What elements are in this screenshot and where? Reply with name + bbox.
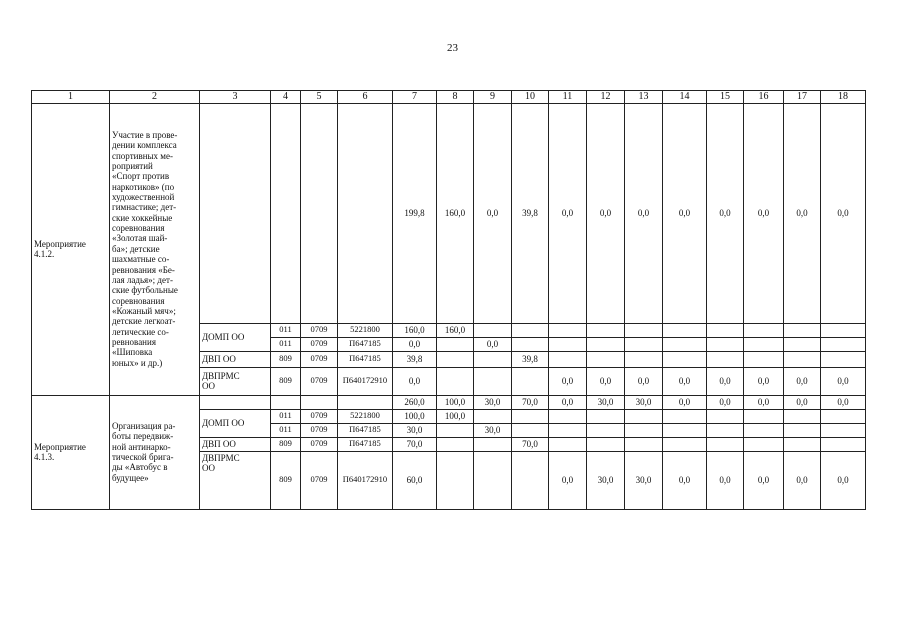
value-cell <box>707 337 744 351</box>
value-cell <box>549 437 587 451</box>
value-cell <box>549 323 587 337</box>
value-cell: 0,0 <box>474 337 512 351</box>
code-cell: 809 <box>271 367 301 395</box>
code-cell <box>271 395 301 409</box>
col-header: 1 <box>32 91 110 104</box>
value-cell <box>744 437 784 451</box>
code-cell: П647185 <box>338 423 393 437</box>
value-cell <box>437 451 474 509</box>
col-header: 14 <box>663 91 707 104</box>
value-cell: 30,0 <box>587 395 625 409</box>
value-cell: 0,0 <box>707 451 744 509</box>
value-cell <box>821 409 866 423</box>
value-cell <box>474 451 512 509</box>
value-cell: 70,0 <box>512 437 549 451</box>
description-cell: Организация ра- боты передвиж- ной антинарко- тической брига- ды «Автобус в будущее» <box>110 395 200 509</box>
value-cell <box>625 323 663 337</box>
value-cell: 39,8 <box>512 103 549 323</box>
col-header: 4 <box>271 91 301 104</box>
value-cell: 0,0 <box>821 395 866 409</box>
table-row <box>32 103 866 323</box>
value-cell <box>663 337 707 351</box>
col-header: 9 <box>474 91 512 104</box>
value-cell <box>587 437 625 451</box>
code-cell: 0709 <box>301 451 338 509</box>
value-cell <box>707 423 744 437</box>
value-cell <box>663 409 707 423</box>
value-cell <box>437 437 474 451</box>
value-cell <box>744 409 784 423</box>
value-cell: 0,0 <box>474 103 512 323</box>
value-cell <box>474 351 512 367</box>
event-cell: Мероприятие 4.1.3. <box>32 395 110 509</box>
value-cell: 0,0 <box>744 367 784 395</box>
value-cell <box>707 323 744 337</box>
value-cell <box>663 351 707 367</box>
executor-cell: ДВПРМС ОО <box>200 451 271 509</box>
code-cell: 0709 <box>301 367 338 395</box>
executor-cell: ДВПРМС ОО <box>200 367 271 395</box>
col-header: 12 <box>587 91 625 104</box>
value-cell: 30,0 <box>393 423 437 437</box>
col-header: 15 <box>707 91 744 104</box>
col-header: 10 <box>512 91 549 104</box>
value-cell <box>625 409 663 423</box>
value-cell: 100,0 <box>437 395 474 409</box>
executor-cell <box>200 103 271 323</box>
value-cell <box>744 351 784 367</box>
page-number: 23 <box>447 42 458 54</box>
value-cell: 0,0 <box>821 103 866 323</box>
code-cell <box>301 395 338 409</box>
value-cell <box>512 423 549 437</box>
code-cell: 0709 <box>301 323 338 337</box>
event-cell: Мероприятие 4.1.2. <box>32 103 110 395</box>
value-cell <box>625 351 663 367</box>
executor-cell: ДВП ОО <box>200 437 271 451</box>
value-cell <box>821 351 866 367</box>
code-cell: 809 <box>271 437 301 451</box>
value-cell <box>784 337 821 351</box>
value-cell: 0,0 <box>587 367 625 395</box>
value-cell <box>587 323 625 337</box>
description-cell: Участие в прове- дении комплекса спортивных ме- роприятий «Спорт против наркотиков» (по художественной гимнастике; дет- ские хоккейные соревнования «Золотая шай- ба»; детские шахматные со- ревнования «Бе- лая ладья»; дет- ские футбольные соревнования «Кожаный мяч»; детские легкоат- летические со- ревнования «Шиповка юных» и др.) <box>110 103 200 395</box>
value-cell: 0,0 <box>744 451 784 509</box>
code-cell <box>338 395 393 409</box>
value-cell: 0,0 <box>744 103 784 323</box>
code-cell: 809 <box>271 451 301 509</box>
code-cell: 011 <box>271 409 301 423</box>
value-cell: 0,0 <box>707 367 744 395</box>
value-cell <box>587 409 625 423</box>
value-cell <box>549 337 587 351</box>
value-cell: 0,0 <box>587 103 625 323</box>
code-cell <box>271 103 301 323</box>
value-cell <box>437 367 474 395</box>
value-cell: 0,0 <box>663 395 707 409</box>
col-header: 6 <box>338 91 393 104</box>
col-header: 17 <box>784 91 821 104</box>
value-cell <box>821 337 866 351</box>
value-cell: 0,0 <box>549 367 587 395</box>
value-cell <box>587 351 625 367</box>
col-header: 3 <box>200 91 271 104</box>
value-cell: 0,0 <box>393 367 437 395</box>
code-cell: 011 <box>271 423 301 437</box>
code-cell: 809 <box>271 351 301 367</box>
value-cell <box>437 351 474 367</box>
col-header: 2 <box>110 91 200 104</box>
value-cell <box>821 323 866 337</box>
value-cell <box>512 323 549 337</box>
value-cell <box>474 437 512 451</box>
value-cell: 30,0 <box>625 451 663 509</box>
value-cell: 70,0 <box>512 395 549 409</box>
code-cell: П640172910 <box>338 367 393 395</box>
value-cell <box>437 337 474 351</box>
code-cell: 0709 <box>301 437 338 451</box>
value-cell <box>784 437 821 451</box>
value-cell: 100,0 <box>437 409 474 423</box>
value-cell: 160,0 <box>393 323 437 337</box>
value-cell <box>821 423 866 437</box>
col-header: 5 <box>301 91 338 104</box>
value-cell <box>474 409 512 423</box>
code-cell: П647185 <box>338 337 393 351</box>
value-cell <box>784 323 821 337</box>
value-cell <box>744 337 784 351</box>
value-cell: 260,0 <box>393 395 437 409</box>
value-cell <box>784 351 821 367</box>
code-cell: 5221800 <box>338 409 393 423</box>
header-row <box>32 91 866 104</box>
value-cell <box>549 409 587 423</box>
budget-table <box>31 90 866 510</box>
code-cell: 011 <box>271 337 301 351</box>
value-cell: 0,0 <box>784 395 821 409</box>
value-cell: 100,0 <box>393 409 437 423</box>
col-header: 13 <box>625 91 663 104</box>
value-cell: 0,0 <box>549 395 587 409</box>
value-cell: 0,0 <box>549 451 587 509</box>
value-cell <box>744 423 784 437</box>
code-cell: 0709 <box>301 351 338 367</box>
value-cell <box>549 423 587 437</box>
value-cell: 0,0 <box>821 451 866 509</box>
value-cell: 0,0 <box>707 395 744 409</box>
value-cell <box>625 337 663 351</box>
code-cell: 5221800 <box>338 323 393 337</box>
value-cell: 160,0 <box>437 103 474 323</box>
value-cell <box>549 351 587 367</box>
value-cell <box>707 351 744 367</box>
value-cell: 30,0 <box>587 451 625 509</box>
value-cell <box>784 409 821 423</box>
code-cell: 0709 <box>301 423 338 437</box>
col-header: 16 <box>744 91 784 104</box>
value-cell: 0,0 <box>663 451 707 509</box>
code-cell: П647185 <box>338 351 393 367</box>
value-cell: 0,0 <box>707 103 744 323</box>
code-cell: П647185 <box>338 437 393 451</box>
value-cell <box>821 437 866 451</box>
col-header: 18 <box>821 91 866 104</box>
code-cell <box>301 103 338 323</box>
value-cell <box>744 323 784 337</box>
value-cell <box>707 409 744 423</box>
value-cell <box>512 367 549 395</box>
code-cell: 011 <box>271 323 301 337</box>
value-cell: 0,0 <box>393 337 437 351</box>
executor-cell: ДОМП ОО <box>200 409 271 437</box>
value-cell: 0,0 <box>784 103 821 323</box>
value-cell: 0,0 <box>663 367 707 395</box>
table-row <box>32 395 866 409</box>
value-cell: 0,0 <box>744 395 784 409</box>
value-cell: 0,0 <box>663 103 707 323</box>
value-cell <box>474 367 512 395</box>
code-cell: 0709 <box>301 409 338 423</box>
col-header: 11 <box>549 91 587 104</box>
code-cell: 0709 <box>301 337 338 351</box>
value-cell <box>663 423 707 437</box>
executor-cell: ДОМП ОО <box>200 323 271 351</box>
value-cell: 30,0 <box>474 423 512 437</box>
value-cell <box>707 437 744 451</box>
value-cell <box>663 323 707 337</box>
value-cell: 70,0 <box>393 437 437 451</box>
value-cell: 0,0 <box>625 103 663 323</box>
value-cell <box>663 437 707 451</box>
value-cell: 0,0 <box>549 103 587 323</box>
value-cell <box>784 423 821 437</box>
value-cell <box>512 337 549 351</box>
value-cell <box>512 451 549 509</box>
value-cell <box>474 323 512 337</box>
value-cell: 0,0 <box>821 367 866 395</box>
value-cell <box>625 437 663 451</box>
value-cell <box>512 409 549 423</box>
executor-cell <box>200 395 271 409</box>
code-cell <box>338 103 393 323</box>
value-cell: 39,8 <box>393 351 437 367</box>
col-header: 7 <box>393 91 437 104</box>
value-cell: 0,0 <box>625 367 663 395</box>
value-cell: 0,0 <box>784 451 821 509</box>
value-cell <box>437 423 474 437</box>
value-cell: 0,0 <box>784 367 821 395</box>
executor-cell: ДВП ОО <box>200 351 271 367</box>
value-cell <box>587 337 625 351</box>
value-cell: 30,0 <box>474 395 512 409</box>
value-cell: 39,8 <box>512 351 549 367</box>
value-cell <box>587 423 625 437</box>
code-cell: П640172910 <box>338 451 393 509</box>
value-cell <box>625 423 663 437</box>
col-header: 8 <box>437 91 474 104</box>
value-cell: 160,0 <box>437 323 474 337</box>
value-cell: 30,0 <box>625 395 663 409</box>
value-cell: 60,0 <box>393 451 437 509</box>
value-cell: 199,8 <box>393 103 437 323</box>
